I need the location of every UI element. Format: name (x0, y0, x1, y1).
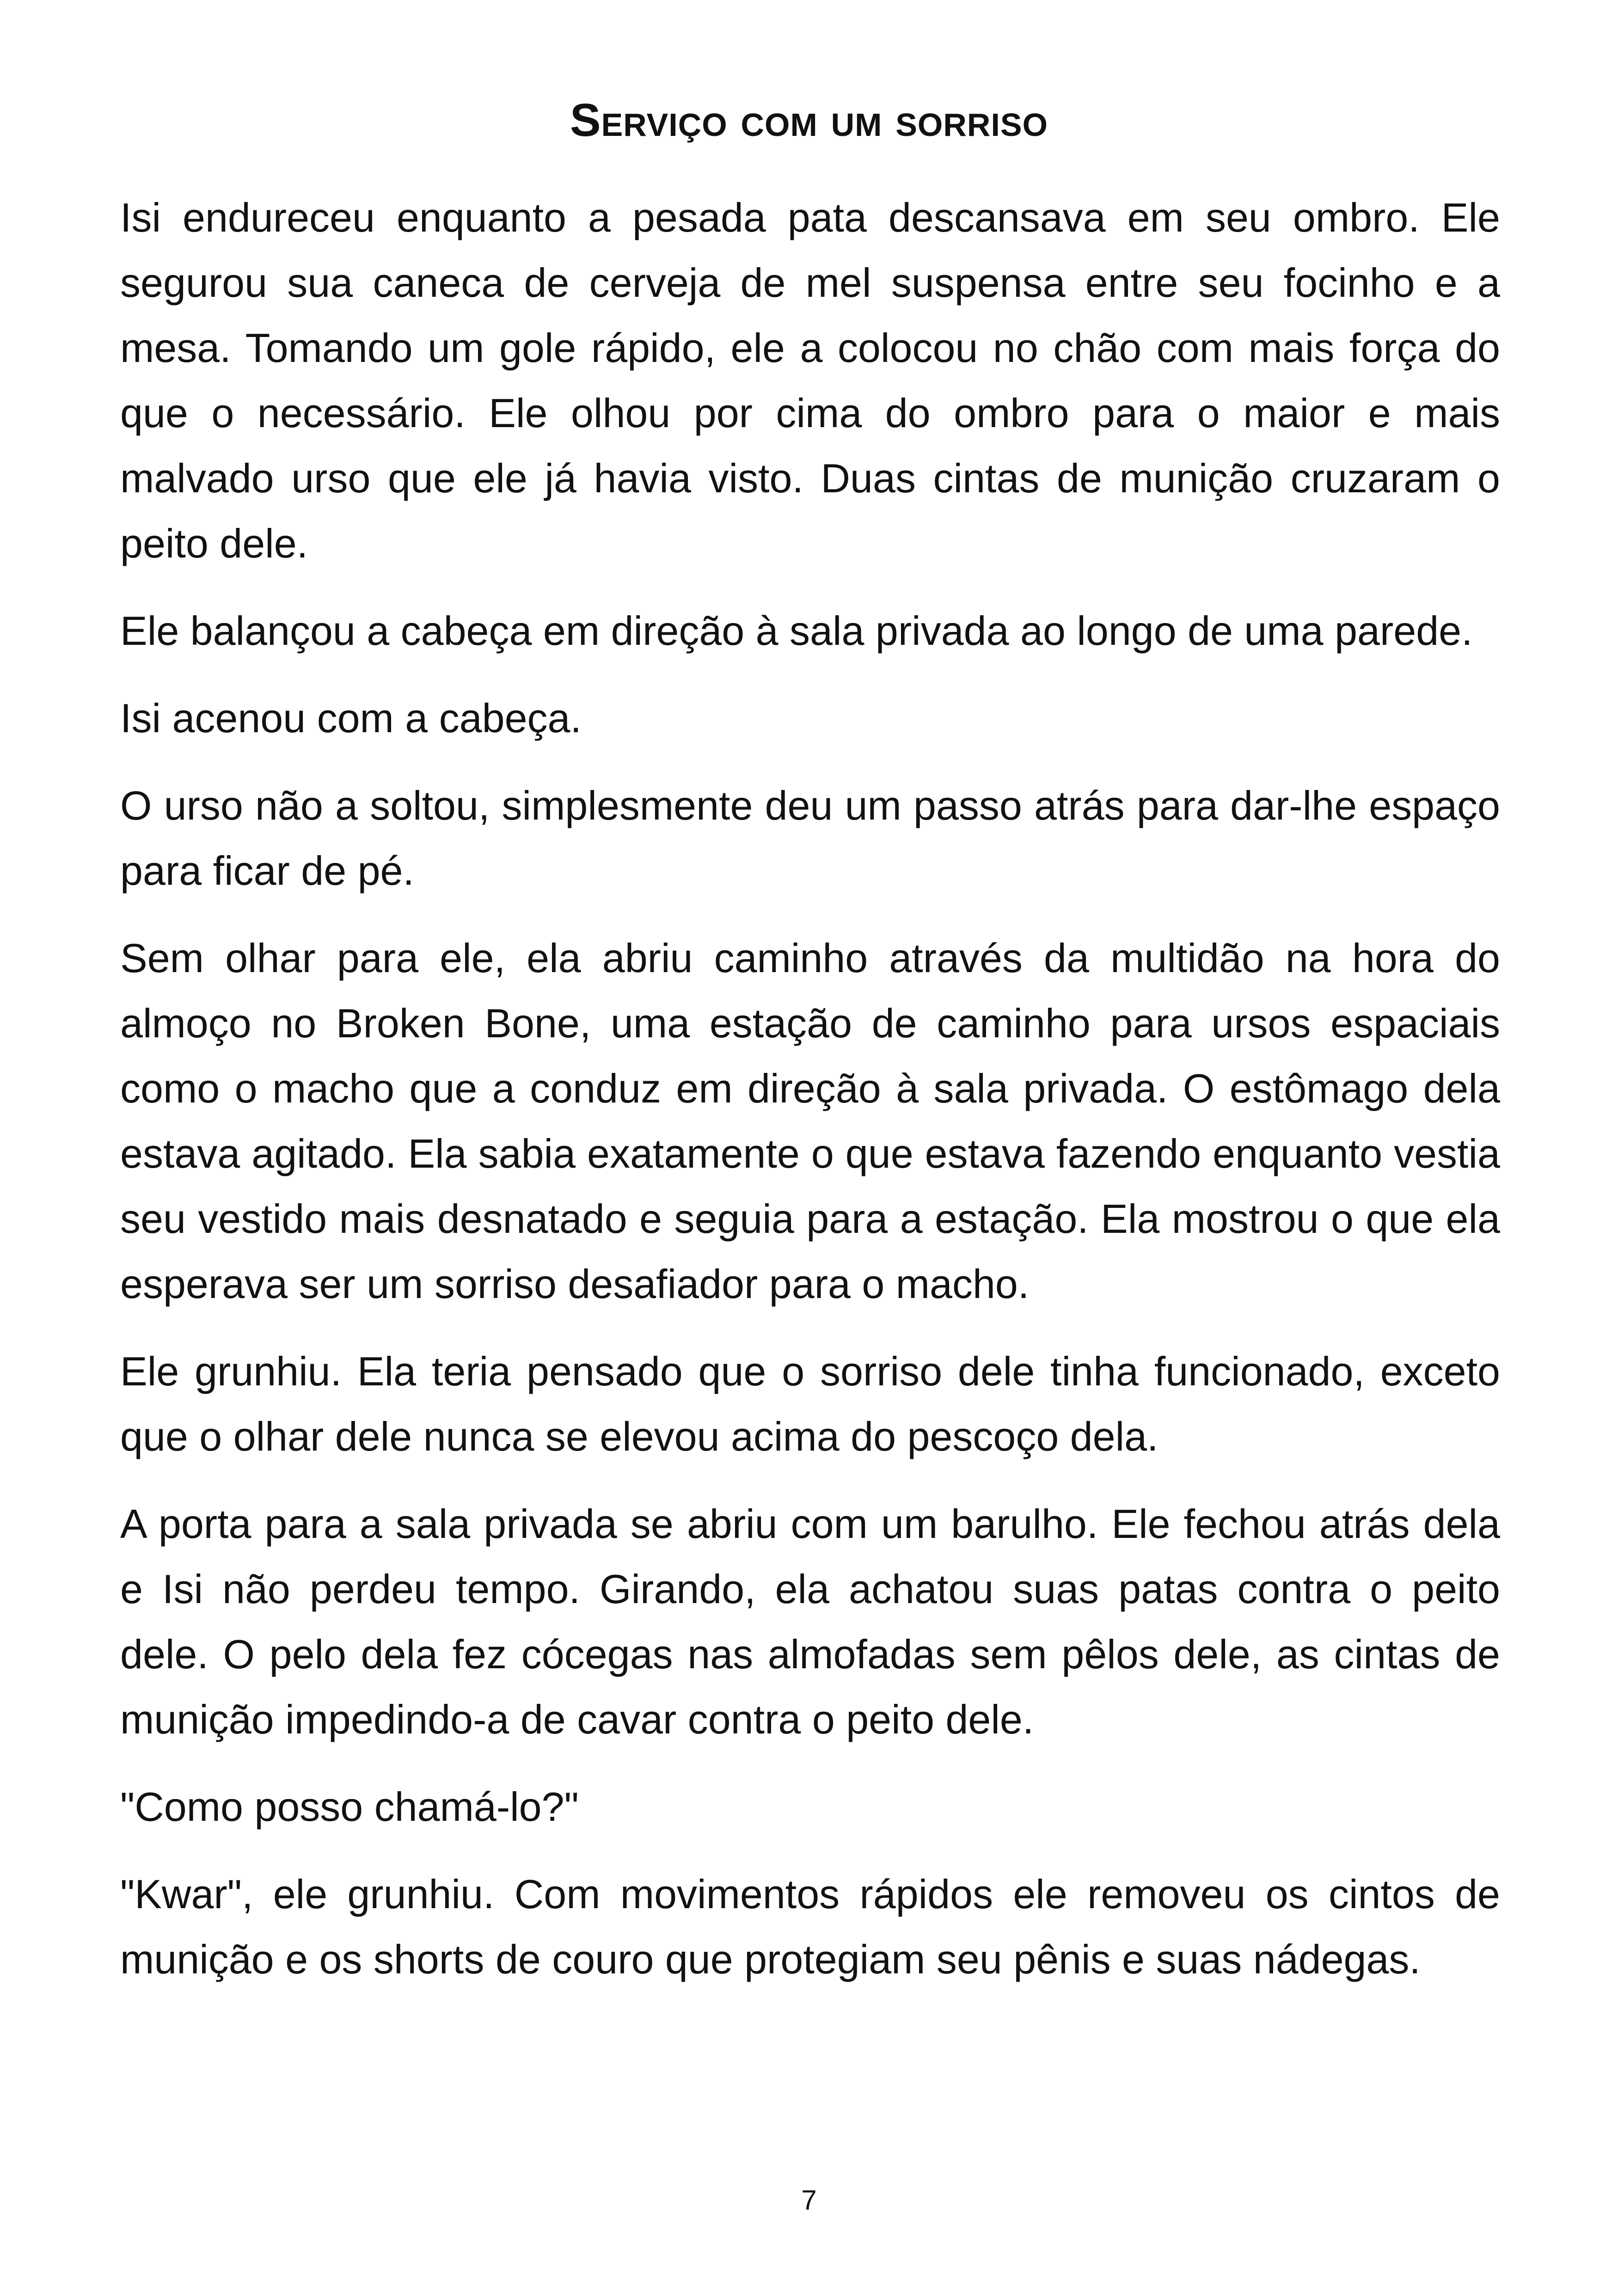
paragraph: Isi acenou com a cabeça. (120, 695, 582, 741)
paragraph: A porta para a sala privada se abriu com um barulho. Ele fechou atrás dela e Isi não perdeu tempo. Girando, ela achatou suas patas contra o peito dele. O pelo dela fez cócegas nas almofadas sem pêlos dele, as cintas de munição impedindo-a de cavar contra o peito dele. (120, 1501, 1500, 1742)
paragraph: "Como posso chamá-lo?" (120, 1784, 579, 1830)
body-text (120, 185, 1500, 2014)
paragraph: Ele grunhiu. Ela teria pensado que o sorriso dele tinha funcionado, exceto que o olhar dele nunca se elevou acima do pescoço dela. (120, 1348, 1500, 1459)
paragraph: "Kwar", ele grunhiu. Com movimentos rápidos ele removeu os cintos de munição e os shorts de couro que protegiam seu pênis e suas nádegas. (120, 1871, 1500, 1982)
page-number: 7 (801, 2185, 817, 2216)
paragraph: Ele balançou a cabeça em direção à sala privada ao longo de uma parede. (120, 608, 1473, 654)
paragraph: O urso não a soltou, simplesmente deu um passo atrás para dar-lhe espaço para ficar de pé. (120, 783, 1500, 894)
paragraph: Isi endureceu enquanto a pesada pata descansava em seu ombro. Ele segurou sua caneca de cerveja de mel suspensa entre seu focinho e a mesa. Tomando um gole rápido, ele a colocou no chão com mais força do que o necessário. Ele olhou por cima do ombro para o maior e mais malvado urso que ele já havia visto. Duas cintas de munição cruzaram o peito dele. (120, 195, 1500, 566)
paragraph: Sem olhar para ele, ela abriu caminho através da multidão na hora do almoço no Broken Bone, uma estação de caminho para ursos espaciais como o macho que a conduz em direção à sala privada. O estômago dela estava agitado. Ela sabia exatamente o que estava fazendo enquanto vestia seu vestido mais desnatado e seguia para a estação. Ela mostrou o que ela esperava ser um sorriso desafiador para o macho. (120, 935, 1500, 1307)
chapter-title: Serviço com um sorriso (570, 94, 1048, 146)
